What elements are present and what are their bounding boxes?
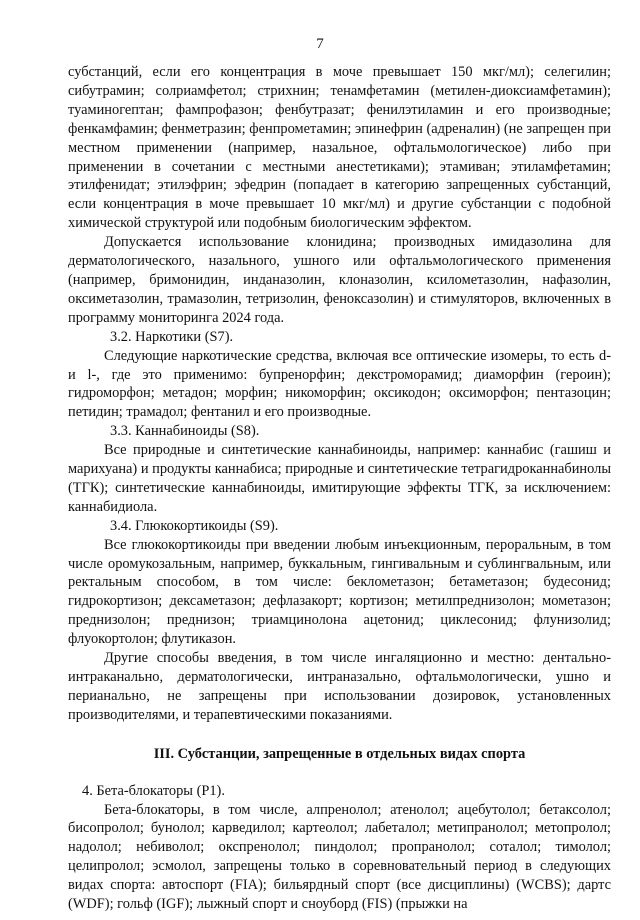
section-iii-title: III. Субстанции, запрещенные в отдельных видах спорта	[153, 745, 526, 762]
paragraph-narcotics-list: Следующие наркотические средства, включая все оптические изомеры, то есть d- и l-, где это применимо: бупренорфин; декстроморамид; диаморфин (героин); гидроморфон; метадон; морфин; никоморфин; оксикодон; оксиморфон; пентазоцин; петидин; трамадол; фентанил и его производные.	[68, 347, 611, 421]
paragraph-other-routes: Другие способы введения, в том числе ингаляционно и местно: дентально-интраканально, дерматологически, интраназально, офтальмологически, ушно и перианально, не запрещены при использовании дозировок, установленных производителями, и терапевтическими показаниями.	[68, 650, 611, 723]
paragraph-clonidine-exception: Допускается использование клонидина; производных имидазолина для дерматологического, назального, ушного или офтальмологического применения (например, бримонидин, инданазолин, клоназолин, ксилометазолин, нафазолин, оксиметазолин, трамазолин, тетризолин, феноксазолин) и стимуляторов, включенных в программу мониторинга 2024 года.	[68, 234, 611, 326]
paragraph-beta-blockers-list: Бета-блокаторы, в том числе, алпренолол; атенолол; ацебутолол; бетаксолол; бисопролол; бунолол; карведилол; картеолол; лабеталол; метипранолол; метопролол; надолол; небиволол; окспренолол; пиндолол; пропранолол; соталол; тимолол; целипролол; эсмолол, запрещены только в соревновательный период в следующих видах спорта: автоспорт (FIA); бильярдный спорт (все дисциплины) (WCBS); дартс (WDF); гольф (IGF); лыжный спорт и сноуборд (FIS) (прыжки на	[68, 801, 611, 913]
paragraph-glucocorticoids-list: Все глюкокортикоиды при введении любым инъекционным, пероральным, в том числе оромукозальным, например, буккальным, гингивальным и сублингвальным, или ректальным способом, в том числе: беклометазон; бетаметазон; будесонид; гидрокортизон; дексаметазон; дефлазакорт; кортизон; метилпреднизолон; мометазон; преднизолон; преднизон; триамцинолона ацетонид; циклесонид; флунизолид; флуокортолон; флутиказон.	[68, 536, 611, 648]
document-body	[68, 63, 611, 913]
paragraph-stimulants-list: субстанций, если его концентрация в моче превышает 150 мкг/мл); селегилин; сибутрамин; солриамфетол; стрихнин; тенамфетамин (метилен-диоксиамфетамин); туаминогептан; фампрофазон; фенбутразат; фенилэтиламин и его производные; фенкамфамин; фенметразин; фенпрометамин; эпинефрин (адреналин) (не запрещен при местном применении (например, назальное, офтальмологическое) либо при применении в сочетании с местными анестетиками); этамиван; этиламфетамин; этилфенидат; этилэфрин; эфедрин (попадает в категорию запрещенных субстанций, если концентрация в моче превышает 10 мкг/мл) и другие субстанции с подобной химической структурой или подобным биологическим эффектом.	[68, 64, 611, 232]
item-beta-blockers-heading: 4. Бета-блокаторы (P1).	[82, 782, 225, 799]
section-cannabinoids-heading: 3.3. Каннабиноиды (S8).	[110, 423, 260, 440]
page-number: 7	[316, 36, 324, 52]
paragraph-cannabinoids-list: Все природные и синтетические каннабиноиды, например: каннабис (гашиш и марихуана) и продукты каннабиса; природные и синтетические тетрагидроканнабинолы (ТГК); синтетические каннабиноиды, имитирующие эффекты ТГК, за исключением: каннабидиола.	[68, 442, 611, 515]
section-glucocorticoids-heading: 3.4. Глюкокортикоиды (S9).	[110, 517, 279, 534]
section-narcotics-heading: 3.2. Наркотики (S7).	[110, 328, 234, 345]
